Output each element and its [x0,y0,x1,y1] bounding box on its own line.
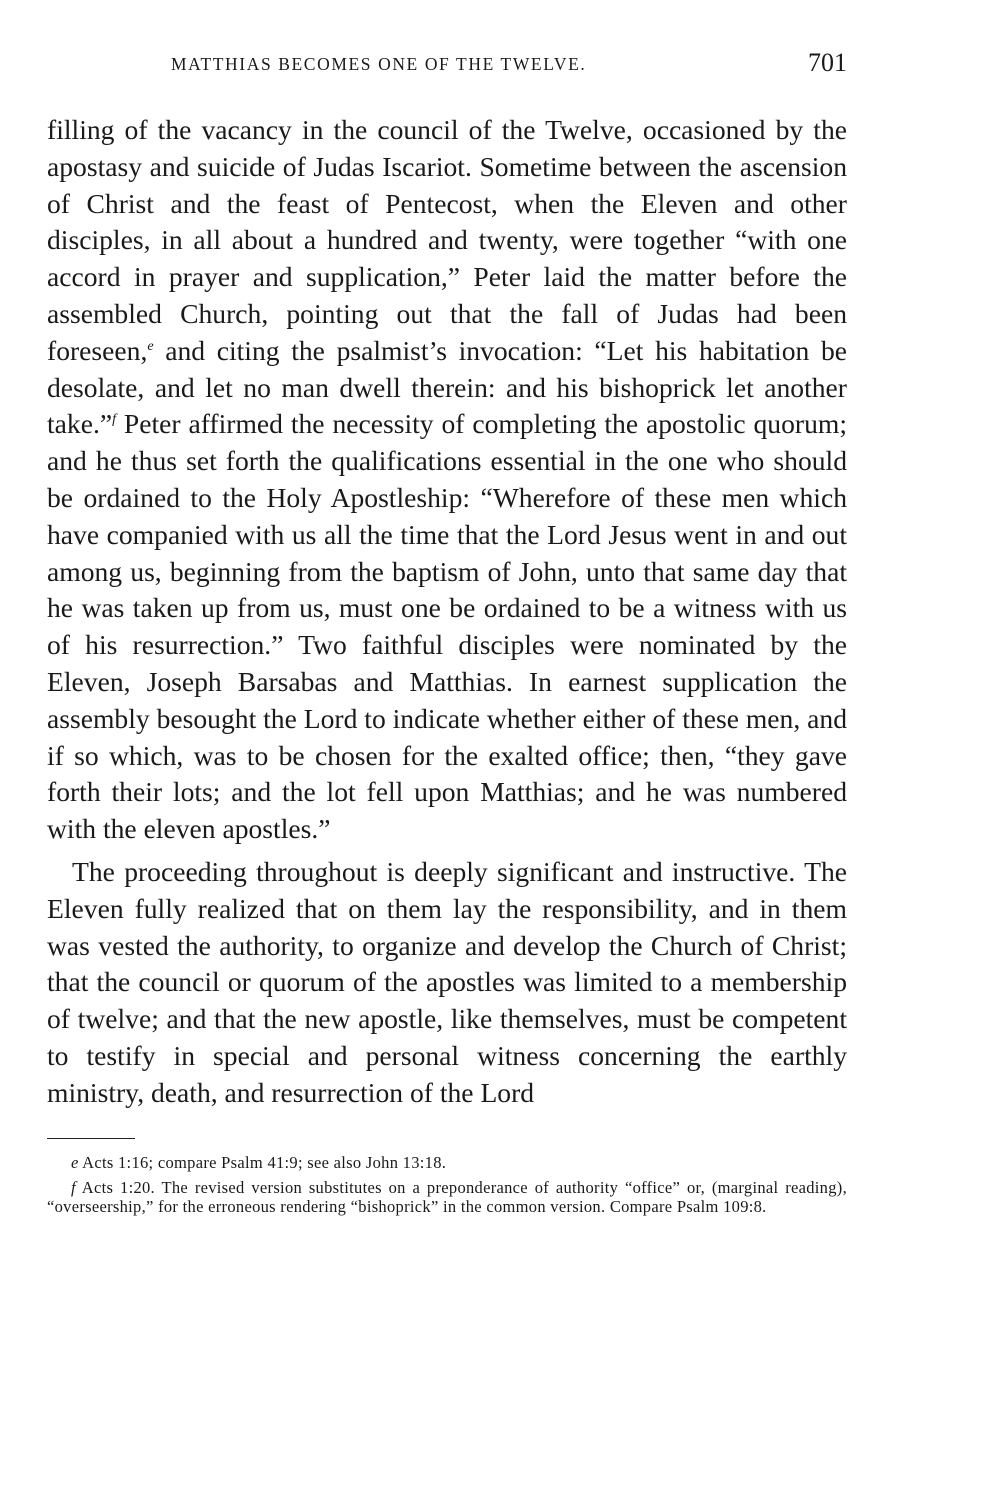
footnote-f [47,1178,847,1216]
paragraph-1-part-1: filling of the vacancy in the council of the Twelve, occasioned by the apostasy and suicide of Judas Iscariot. Sometime between the ascension of Christ and the feast of Pentecost, when the Eleven and other disciples, in all about a hundred and twenty, were together “with one accord in prayer and supplication,” Peter laid the matter before the assembled Church, pointing out that the fall of Judas had been foreseen, [47,114,847,366]
footnote-text-e: Acts 1:16; compare Psalm 41:9; see also John 13:18. [78,1152,447,1172]
footnote-text-f: Acts 1:20. The revised version substitutes on a preponderance of authority “office” or, (marginal reading), “overseership,” for the erroneous rendering “bishoprick” in the common version. Compare Psalm 109:8. [47,1177,847,1216]
body-text [47,112,847,1112]
paragraph-1 [47,112,847,848]
footnote-mark-e: e [71,1152,79,1172]
running-head [47,46,847,86]
book-page [47,46,847,1222]
footnotes [47,1153,847,1216]
footnote-e [47,1153,847,1172]
paragraph-1-part-3: Peter affirmed the necessity of completing the apostolic quorum; and he thus set forth the qualifications essential in the one who should be ordained to the Holy Apostleship: “Wherefore of these men which have companied with us all the time that the Lord Jesus went in and out among us, beginning from the baptism of John, unto that same day that he was taken up from us, must one be ordained to be a witness with us of his resurrection.” Two faithful disciples were nominated by the Eleven, Joseph Barsabas and Matthias. In earnest supplication the assembly besought the Lord to indicate whether either of these men, and if so which, was to be chosen for the exalted office; then, “they gave forth their lots; and the lot fell upon Matthias; and he was numbered with the eleven apostles.” [47,408,847,845]
paragraph-2: The proceeding throughout is deeply significant and instructive. The Eleven fully realized that on them lay the responsibility, and in them was vested the authority, to organize and develop the Church of Christ; that the council or quorum of the apostles was limited to a membership of twelve; and that the new apostle, like themselves, must be competent to testify in special and personal witness concerning the earthly ministry, death, and resurrection of the Lord [47,855,847,1108]
paragraph-1-part-2: and citing the psalmist’s invocation: “Let his habitation be desolate, and let no man dwell therein: and his bishoprick let another take.” [47,334,847,440]
footnote-ref-f: f [112,412,116,428]
footnote-divider [47,1138,135,1139]
footnote-mark-f: f [71,1177,76,1197]
page-number: 701 [808,48,847,77]
running-title: MATTHIAS BECOMES ONE OF THE TWELVE. [171,54,587,74]
footnote-ref-e: e [147,338,154,354]
